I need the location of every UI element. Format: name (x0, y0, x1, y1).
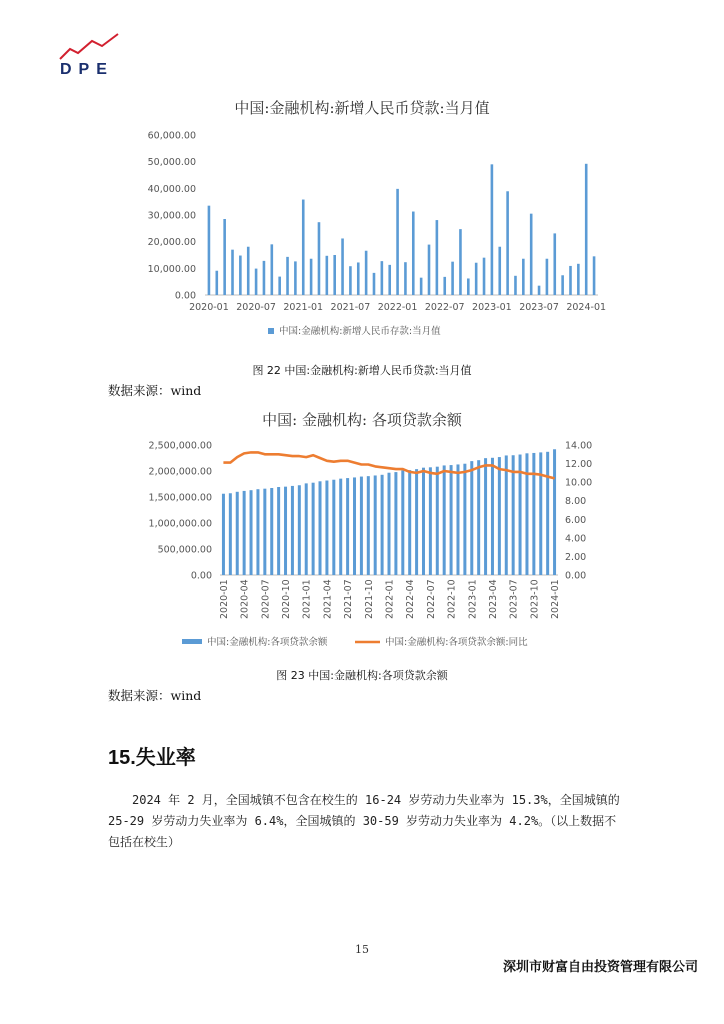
chart1-source: 数据来源：wind (108, 383, 202, 398)
y-left-tick-label: 2,000,000.00 (148, 466, 212, 478)
bar (491, 458, 494, 575)
chart2-source: 数据来源：wind (108, 688, 202, 703)
x-tick-label: 2023-01 (467, 579, 479, 619)
body-paragraph: 2024 年 2 月，全国城镇不包含在校生的 16-24 岁劳动力失业率为 15.3%，全国城镇的 25-29 岁劳动力失业率为 6.4%，全国城镇的 30-59 岁劳动力失业率为 4.2%。（以上数据不包括在校生） (108, 793, 620, 849)
bar (475, 263, 478, 295)
x-tick-label: 2021-07 (343, 579, 355, 619)
bar (484, 458, 487, 575)
legend-label: 中国:金融机构:新增人民币存款:当月值 (279, 326, 441, 337)
y-tick-label: 50,000.00 (147, 157, 196, 169)
bar (349, 266, 352, 295)
bar (263, 261, 266, 295)
x-tick-label: 2020-01 (189, 302, 229, 313)
bar (236, 492, 239, 575)
x-tick-label: 2022-04 (405, 579, 417, 619)
bar (443, 277, 446, 295)
bar (239, 256, 242, 295)
bar (305, 483, 308, 575)
chart1-caption: 图 22 中国:金融机构:新增人民币贷款:当月值 (252, 364, 472, 377)
bar (463, 464, 466, 575)
x-tick-label: 2020-01 (218, 579, 230, 619)
x-tick-label: 2023-01 (472, 302, 512, 313)
bar (286, 257, 289, 295)
chart1-title: 中国:金融机构:新增人民币贷款:当月值 (234, 99, 490, 117)
bar (459, 229, 462, 295)
y-left-tick-label: 500,000.00 (157, 544, 212, 556)
bar (353, 477, 356, 575)
bar (396, 189, 399, 295)
bar (388, 265, 391, 295)
page-number: 15 (355, 943, 369, 956)
x-tick-label: 2023-04 (487, 579, 499, 619)
x-tick-label: 2023-07 (519, 302, 559, 313)
bar (278, 277, 281, 295)
y-right-tick-label: 8.00 (565, 496, 587, 508)
bar (404, 262, 407, 295)
bar (325, 481, 328, 575)
chart2-plot (0, 432, 724, 657)
bar (365, 251, 368, 295)
bar (553, 233, 556, 295)
x-tick-label: 2020-07 (260, 579, 272, 619)
dpe-logo-icon (58, 32, 124, 62)
bar (302, 200, 305, 295)
legend-swatch (268, 328, 274, 334)
y-left-tick-label: 1,500,000.00 (148, 492, 212, 504)
bar (312, 483, 315, 575)
bar (539, 452, 542, 575)
bar (222, 494, 225, 575)
x-tick-label: 2021-04 (322, 579, 334, 619)
y-tick-label: 10,000.00 (147, 263, 196, 275)
bar (339, 479, 342, 575)
bar (451, 262, 454, 295)
bar (525, 453, 528, 575)
y-tick-label: 30,000.00 (147, 210, 196, 222)
bar (422, 468, 425, 575)
bar (271, 244, 274, 295)
y-tick-label: 0.00 (174, 290, 196, 302)
bar (593, 256, 596, 295)
bar (381, 261, 384, 295)
bar (381, 475, 384, 575)
bar (498, 247, 501, 295)
bar (538, 286, 541, 295)
bar (223, 219, 226, 295)
y-left-tick-label: 1,000,000.00 (148, 518, 212, 530)
bar (532, 453, 535, 575)
bar (530, 214, 533, 295)
x-tick-label: 2021-07 (330, 302, 371, 313)
bar (208, 206, 211, 295)
bar (408, 470, 411, 575)
bar (412, 212, 415, 295)
bar (553, 449, 556, 575)
chart1-plot (0, 120, 724, 350)
bar (229, 493, 232, 575)
section-title: 15.失业率 (108, 747, 196, 769)
bar (326, 256, 329, 295)
bar (522, 259, 525, 295)
bar (546, 452, 549, 575)
bar (367, 476, 370, 575)
bar (470, 461, 473, 575)
bar (270, 488, 273, 575)
bar (401, 470, 404, 575)
y-left-tick-label: 0.00 (190, 570, 212, 582)
bar (310, 259, 313, 295)
bar (569, 266, 572, 295)
y-right-tick-label: 10.00 (565, 477, 593, 489)
bar (346, 478, 349, 575)
x-tick-label: 2021-01 (283, 302, 324, 313)
bar (215, 271, 218, 295)
bar (332, 480, 335, 575)
bar (436, 467, 439, 575)
bar (561, 275, 564, 295)
bar (577, 264, 580, 295)
x-tick-label: 2022-10 (446, 579, 458, 619)
bar (341, 238, 344, 295)
bar (505, 455, 508, 575)
y-tick-label: 60,000.00 (147, 130, 196, 142)
bar (298, 485, 301, 575)
x-tick-label: 2021-01 (301, 579, 313, 619)
bar (506, 191, 509, 295)
y-tick-label: 40,000.00 (147, 183, 196, 195)
bar (428, 245, 431, 295)
y-tick-label: 20,000.00 (147, 237, 196, 249)
bar (255, 269, 258, 295)
footer-company: 深圳市财富自由投资管理有限公司 (502, 960, 698, 975)
bar (263, 489, 266, 575)
bar (277, 487, 280, 575)
bar (291, 486, 294, 575)
bar (415, 469, 418, 575)
bar (491, 164, 494, 295)
bar (420, 278, 423, 295)
y-right-tick-label: 4.00 (565, 533, 587, 545)
x-tick-label: 2022-01 (384, 579, 396, 619)
chart2-title: 中国: 金融机构: 各项贷款余额 (262, 411, 462, 429)
bar (436, 220, 439, 295)
x-tick-label: 2022-07 (424, 302, 465, 313)
bar (585, 164, 588, 295)
bar (373, 273, 376, 295)
x-tick-label: 2020-04 (239, 579, 251, 619)
x-tick-label: 2021-10 (363, 579, 375, 619)
y-right-tick-label: 2.00 (565, 551, 587, 563)
y-right-tick-label: 12.00 (565, 459, 593, 471)
bar (514, 276, 517, 295)
bar (284, 487, 287, 575)
bar (319, 481, 322, 575)
x-tick-label: 2024-01 (566, 302, 607, 313)
x-tick-label: 2024-01 (550, 579, 562, 619)
bar (357, 262, 360, 295)
bar (388, 473, 391, 575)
bar (429, 467, 432, 575)
bar (467, 278, 470, 295)
bar (333, 255, 336, 295)
x-tick-label: 2023-07 (508, 579, 520, 619)
y-right-tick-label: 6.00 (565, 514, 587, 526)
bar (546, 259, 549, 295)
bar (483, 258, 486, 295)
bar (512, 455, 515, 575)
bar (394, 472, 397, 575)
bar (243, 491, 246, 575)
logo-text: DPE (60, 61, 114, 78)
x-tick-label: 2022-01 (377, 302, 418, 313)
chart2-caption: 图 23 中国:金融机构:各项贷款余额 (276, 669, 448, 682)
x-tick-label: 2020-07 (236, 302, 276, 313)
y-left-tick-label: 2,500,000.00 (148, 440, 212, 452)
bar (318, 222, 321, 295)
bar (477, 460, 480, 575)
y-right-tick-label: 0.00 (565, 570, 587, 582)
bar (256, 489, 259, 575)
x-tick-label: 2023-10 (529, 579, 541, 619)
bar (250, 490, 253, 575)
legend-swatch-bar (182, 639, 202, 644)
bar (498, 457, 501, 575)
bar (247, 247, 250, 295)
bar (450, 465, 453, 575)
x-tick-label: 2022-07 (425, 579, 437, 619)
bar (456, 464, 459, 575)
bar (374, 475, 377, 575)
bar (360, 477, 363, 575)
x-tick-label: 2020-10 (281, 579, 293, 619)
legend-label-line: 中国:金融机构:各项贷款余额:同比 (385, 637, 528, 648)
y-right-tick-label: 14.00 (565, 440, 593, 452)
legend-label-bar: 中国:金融机构:各项贷款余额 (207, 637, 328, 648)
bar (231, 250, 234, 295)
bar (443, 465, 446, 575)
bar (294, 261, 297, 295)
